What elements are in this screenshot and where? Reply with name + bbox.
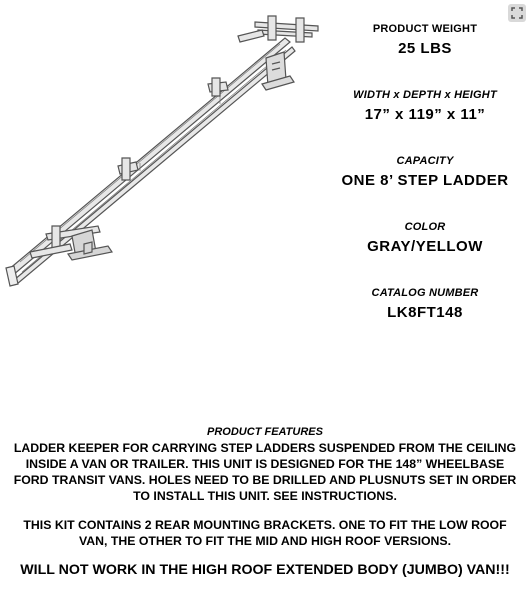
spec-catalog-number xyxy=(340,286,510,352)
spec-capacity xyxy=(340,154,510,220)
spec-value: ONE 8’ STEP LADDER xyxy=(341,172,509,189)
spec-label: CAPACITY xyxy=(396,155,454,167)
spec-color xyxy=(340,220,510,286)
rear-mount-bracket xyxy=(262,52,294,90)
spec-label: WIDTH x DEPTH x HEIGHT xyxy=(353,89,497,101)
spec-label: COLOR xyxy=(404,221,446,233)
spec-value: GRAY/YELLOW xyxy=(367,238,483,255)
expand-arrows-icon xyxy=(511,7,523,19)
spec-dimensions xyxy=(340,88,510,154)
features-paragraph-2: THIS KIT CONTAINS 2 REAR MOUNTING BRACKETS. ONE TO FIT THE LOW ROOF VAN, THE OTHER TO FIT THE MID AND HIGH ROOF VERSIONS. xyxy=(23,518,507,548)
spec-label: PRODUCT WEIGHT xyxy=(372,23,478,35)
spec-weight xyxy=(340,22,510,88)
spec-value: 25 LBS xyxy=(398,40,452,57)
expand-icon[interactable] xyxy=(508,4,526,22)
product-drawing xyxy=(0,0,340,300)
features-paragraph-1: LADDER KEEPER FOR CARRYING STEP LADDERS SUSPENDED FROM THE CEILING INSIDE A VAN OR TRAILER. THIS UNIT IS DESIGNED FOR THE 148” WHEELBASE FORD TRANSIT VANS. HOLES NEED TO BE DRILLED AND PLUSNUTS SET IN ORDER TO INSTALL THIS UNIT. SEE INSTRUCTIONS. xyxy=(13,441,517,503)
rear-crossbar xyxy=(238,16,318,42)
features-title: PRODUCT FEATURES xyxy=(207,426,323,438)
spec-value: LK8FT148 xyxy=(387,304,463,321)
spec-value: 17” x 119” x 11” xyxy=(364,106,486,123)
spec-list xyxy=(340,22,510,352)
features-warning: WILL NOT WORK IN THE HIGH ROOF EXTENDED BODY (JUMBO) VAN!!! xyxy=(20,562,510,578)
product-features xyxy=(10,426,520,579)
spec-label: CATALOG NUMBER xyxy=(371,287,479,299)
